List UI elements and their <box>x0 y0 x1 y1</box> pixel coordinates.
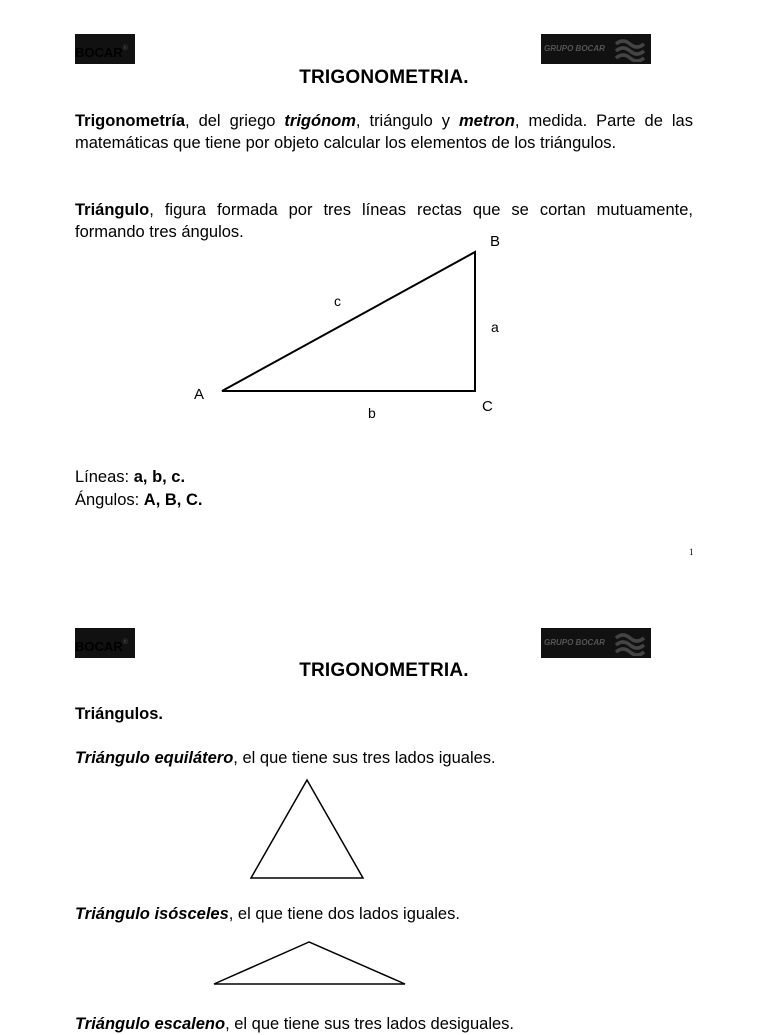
intro-text-1: , del griego <box>185 112 285 130</box>
logo-left-text: BOCAR <box>75 45 123 61</box>
vertex-label-B: B <box>490 233 501 250</box>
isosceles-text: , el que tiene dos lados iguales. <box>228 905 460 923</box>
page-title: TRIGONOMETRIA. <box>299 660 469 681</box>
term-equilateral: Triángulo equilátero <box>75 749 234 767</box>
lines-summary <box>75 466 185 488</box>
lines-value: a, b, c. <box>133 468 186 486</box>
intro-text-2: , triángulo y <box>355 112 459 130</box>
logo-right-text: GRUPO BOCAR <box>544 44 605 53</box>
logo-left-text: BOCAR <box>75 639 123 655</box>
side-label-b: b <box>368 405 376 421</box>
angles-summary <box>75 489 202 511</box>
definition-text: , figura formada por tres líneas rectas que se cortan mutuamente, formando tres ángulos. <box>75 201 693 241</box>
vertex-label-C: C <box>482 398 493 415</box>
section-heading: Triángulos. <box>75 705 164 723</box>
term-metron: metron <box>458 112 515 130</box>
term-trigonom: trigónom <box>284 112 356 130</box>
intro-text-3: , medida. Parte de las matemáticas que tiene por objeto calcular los elementos de los triángulos. <box>75 112 693 152</box>
lines-label: Líneas: <box>75 468 134 486</box>
side-label-c: c <box>334 293 341 309</box>
right-triangle-shape <box>222 252 475 391</box>
logo-right-text: GRUPO BOCAR <box>544 638 605 647</box>
term-isosceles: Triángulo isósceles <box>75 905 229 923</box>
term-triangulo: Triángulo <box>75 201 150 219</box>
isosceles-triangle-shape <box>214 942 405 984</box>
document-page-2 <box>0 595 768 1033</box>
term-scalene: Triángulo escaleno <box>75 1015 226 1033</box>
page-number: 1 <box>689 547 694 557</box>
equilateral-text: , el que tiene sus tres lados iguales. <box>233 749 496 767</box>
logo-left-mark: ® <box>122 45 128 52</box>
angles-value: A, B, C. <box>143 491 203 509</box>
side-label-a: a <box>491 319 499 335</box>
triangle-types-diagram <box>0 595 768 1024</box>
vertex-label-A: A <box>194 386 205 403</box>
page-title: TRIGONOMETRIA. <box>299 67 469 88</box>
logo-left-mark: ® <box>122 639 128 646</box>
term-trigonometria: Trigonometría <box>75 112 186 130</box>
scalene-text: , el que tiene sus tres lados desiguales. <box>225 1015 515 1033</box>
equilateral-triangle-shape <box>251 780 363 878</box>
angles-label: Ángulos: <box>75 491 144 509</box>
